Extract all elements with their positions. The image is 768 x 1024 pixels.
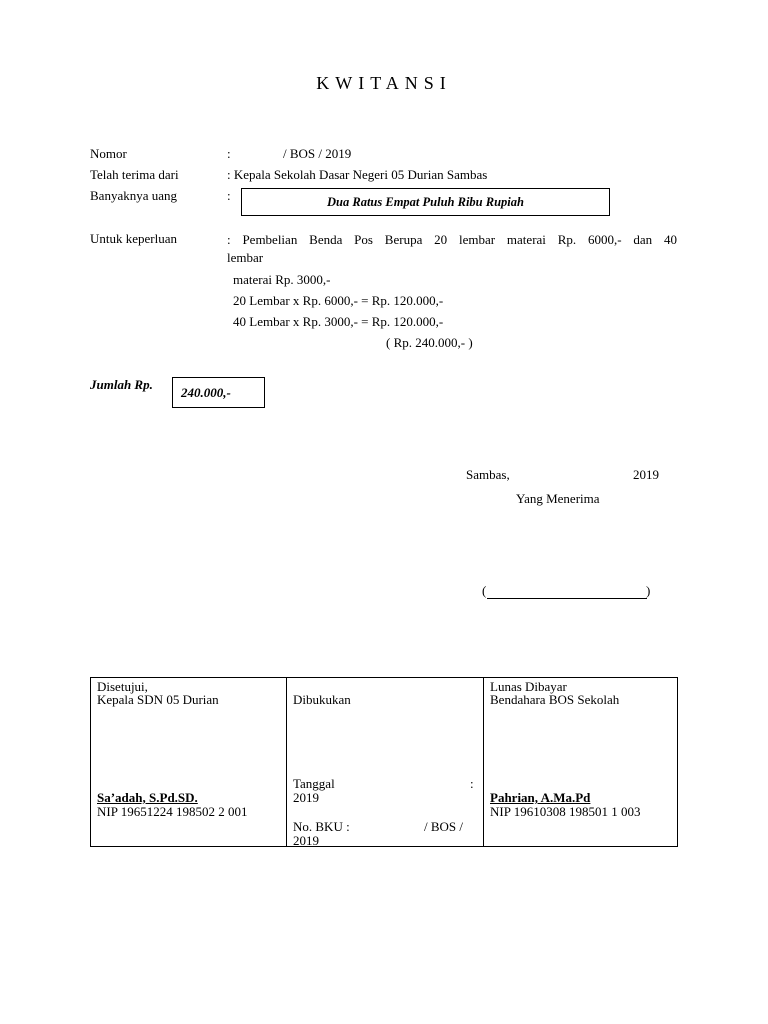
total-amount: 240.000,- — [181, 384, 231, 400]
approved-cell — [91, 678, 287, 847]
receiver-year: 2019 — [633, 467, 659, 482]
approved-nip: NIP 19651224 198502 2 001 — [97, 804, 248, 819]
approved-line1: Disetujui, — [97, 679, 148, 694]
date-colon: : — [470, 776, 474, 791]
receiver-place: Sambas, — [466, 467, 510, 482]
signature-close-paren: ) — [646, 583, 651, 598]
purpose-total: ( Rp. 240.000,- ) — [386, 335, 473, 350]
amount-words: Dua Ratus Empat Puluh Ribu Rupiah — [327, 194, 524, 209]
from-label: Telah terima dari — [90, 167, 179, 182]
total-amount-box — [172, 377, 265, 408]
total-label: Jumlah Rp. — [90, 377, 153, 392]
receiver-title: Yang Menerima — [516, 491, 600, 506]
bku-label: No. BKU : — [293, 819, 350, 834]
paid-line1: Lunas Dibayar — [490, 679, 567, 694]
recorded-cell — [287, 678, 484, 847]
purpose-line2: lembar — [227, 250, 264, 265]
amount-words-box — [241, 188, 610, 216]
nomor-label: Nomor — [90, 146, 127, 161]
document-title: KWITANSI — [316, 73, 452, 93]
purpose-label: Untuk keperluan — [90, 231, 178, 246]
paid-nip: NIP 19610308 198501 1 003 — [490, 804, 641, 819]
nomor-value: / BOS / 2019 — [283, 146, 352, 161]
approved-line2: Kepala SDN 05 Durian — [97, 692, 219, 707]
paid-cell — [484, 678, 678, 847]
bku-value: / BOS / — [424, 819, 464, 834]
signature-open-paren: ( — [482, 583, 487, 598]
date-year: 2019 — [293, 790, 319, 805]
amount-label: Banyaknya uang — [90, 188, 178, 203]
date-label: Tanggal — [293, 776, 335, 791]
purpose-line1: : Pembelian Benda Pos Berupa 20 lembar materai Rp. 6000,- dan 40 — [227, 232, 677, 247]
signature-line — [487, 598, 647, 599]
nomor-colon: : — [227, 146, 231, 161]
purpose-calc2: 40 Lembar x Rp. 3000,- = Rp. 120.000,- — [233, 314, 444, 329]
approved-name: Sa’adah, S.Pd.SD. — [97, 790, 198, 805]
recorded-title: Dibukukan — [293, 692, 351, 707]
signature-table — [90, 677, 678, 847]
amount-colon: : — [227, 188, 231, 203]
purpose-calc1: 20 Lembar x Rp. 6000,- = Rp. 120.000,- — [233, 293, 444, 308]
paid-name: Pahrian, A.Ma.Pd — [490, 790, 591, 805]
from-value: : Kepala Sekolah Dasar Negeri 05 Durian Sambas — [227, 167, 488, 182]
purpose-line3: materai Rp. 3000,- — [233, 272, 331, 287]
bku-year: 2019 — [293, 833, 319, 848]
paid-line2: Bendahara BOS Sekolah — [490, 692, 620, 707]
